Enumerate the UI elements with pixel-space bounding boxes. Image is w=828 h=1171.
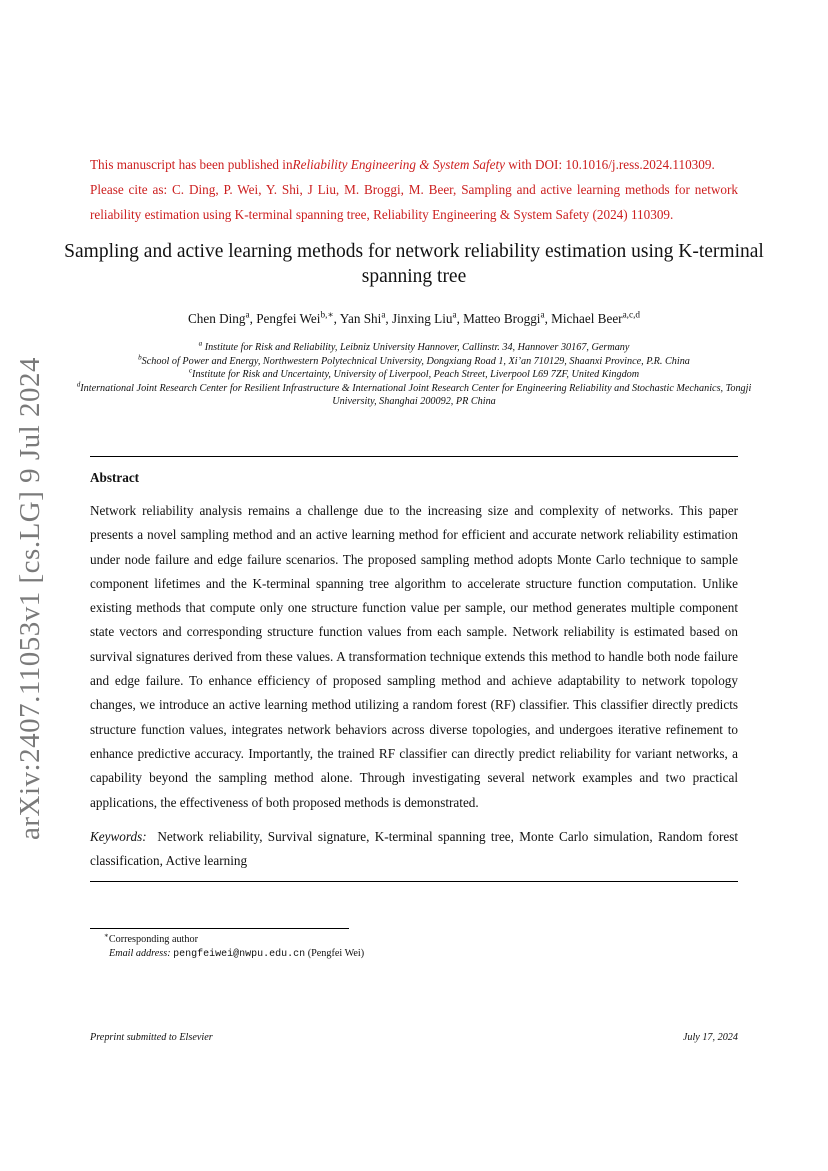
- footnote-corresponding: ∗Corresponding author: [104, 931, 198, 945]
- affiliation: $^a$ Institute for Risk and Reliability, Leibniz University Hannover, Callinstr. 34, Hannover 30167, Germany: [198, 339, 630, 353]
- author-list: Chen Ding$^a$, Pengfei Wei$^{b,∗}$, Yan Shi$^a$, Jinxing Liu$^a$, Matteo Broggi$^a$, Michael Beer$^{a,c,d}$: [187, 309, 641, 326]
- paper-title: Sampling and active learning methods for network reliability estimation using K-terminal spanning tree: [64, 241, 764, 287]
- keywords-label: Keywords:: [90, 829, 147, 844]
- author: Yan Shi$^a$: [339, 309, 386, 326]
- bottom-divider: [90, 881, 738, 882]
- email-link[interactable]: pengfeiwei@nwpu.edu.cn: [173, 949, 306, 960]
- keywords-text: Network reliability, Survival signature, K-terminal spanning tree, Monte Carlo simulation, Random forest classification, Active learning: [90, 829, 738, 869]
- abstract-text: Network reliability analysis remains a challenge due to the increasing size and complexity of networks. This paper presents a novel sampling method and an active learning method for efficient and accurate network reliability estimation under node failure and edge failure scenarios. The proposed sampling method adopts Monte Carlo technique to sample component lifetimes and the K-terminal spanning tree algorithm to accelerate structure function computation. Unlike existing methods that compute only one structure function value per sample, our method generates multiple component state vectors and corresponding structure function values from each sample. Network reliability is estimated based on survival signatures derived from these values. A transformation technique extends this method to handle both node failure and edge failure. To enhance efficiency of proposed sampling method and achieve adaptability to network topology changes, we introduce an active learning method utilizing a random forest (RF) classifier. This classifier directly predicts structure function values, integrates network behaviors across diverse topologies, and undergoes iterative refinement to enhance predictive accuracy. Importantly, the trained RF classifier can directly predict reliability for variant networks, a capability beyond the sampling method alone. Through investigating several network examples and two practical applications, the effectiveness of both proposed methods is demonstrated.: [90, 503, 738, 810]
- keywords: [90, 825, 738, 874]
- abstract-heading: Abstract: [90, 470, 140, 485]
- notice-doi: with DOI: 10.1016/j.ress.2024.110309.: [504, 157, 715, 172]
- affiliation: $^b$School of Power and Energy, Northwestern Polytechnical University, Dongxiang Road 1, Xi’an 710129, Shaanxi Province, P.R. China: [138, 353, 690, 367]
- author: Pengfei Wei$^{b,∗}$: [256, 309, 334, 326]
- affiliation: $^c$Institute for Risk and Uncertainty, University of Liverpool, Peach Street, Liverpool L69 7ZF, United Kingdom: [188, 366, 640, 380]
- notice-citation: Please cite as: C. Ding, P. Wei, Y. Shi, J Liu, M. Broggi, M. Beer, Sampling and active learning methods for network reliability estimation using K-terminal spanning tree, Reliability Engineering & System Safety (2024) 110309.: [90, 182, 738, 222]
- arxiv-stamp: arXiv:2407.11053v1 [cs.LG] 9 Jul 2024: [14, 357, 46, 840]
- notice-prefix: This manuscript has been published in: [90, 157, 293, 172]
- author: Michael Beer$^{a,c,d}$: [551, 309, 641, 326]
- author: Jinxing Liu$^a$: [392, 309, 457, 326]
- affiliations: [60, 341, 768, 409]
- notice-journal: Reliability Engineering & System Safety: [292, 157, 505, 172]
- notice-line-1: [90, 152, 738, 177]
- author: Matteo Broggi$^a$: [463, 309, 545, 326]
- footer-date: July 17, 2024: [682, 1032, 738, 1043]
- footnote-divider: [90, 928, 349, 929]
- footer-left: Preprint submitted to Elsevier: [90, 1032, 213, 1043]
- top-divider: [90, 456, 738, 457]
- author: Chen Ding$^a$: [187, 309, 250, 326]
- affiliation: $^d$International Joint Research Center for Resilient Infrastructure & International Joint Research Center for Engineering Reliability and Stochastic Mechanics, Tongji University, Shanghai 200092, PR China: [76, 380, 752, 407]
- footnote-email: Email address: pengfeiwei@nwpu.edu.cn (Pengfei Wei): [109, 948, 365, 960]
- publication-notice: [90, 152, 738, 227]
- footnote: [90, 933, 364, 962]
